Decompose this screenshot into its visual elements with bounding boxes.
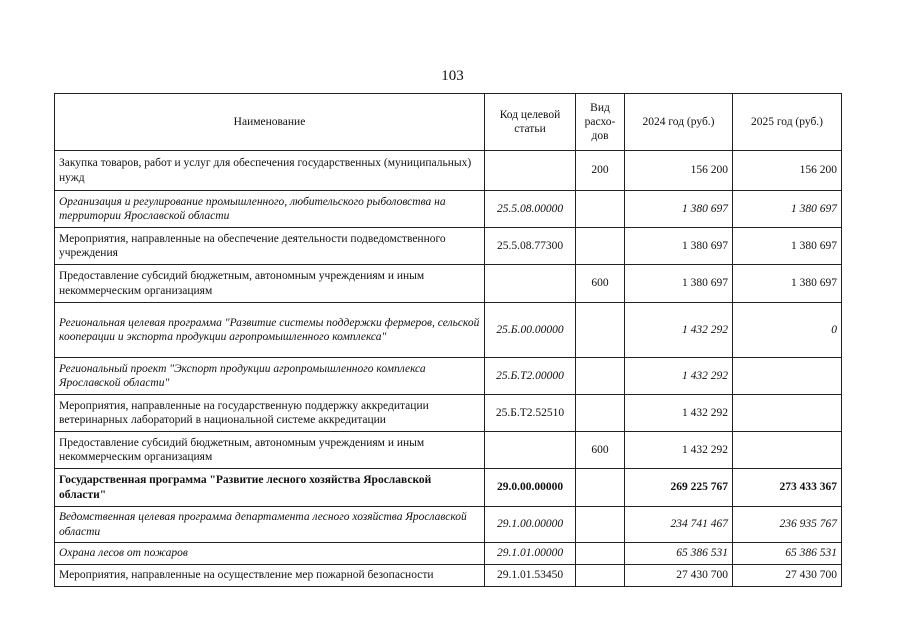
row-amount-2024: 1 380 697: [625, 265, 733, 303]
table-row: [55, 543, 842, 565]
row-expense-type: 600: [576, 432, 625, 469]
row-expense-type: 600: [576, 265, 625, 303]
row-name: Предоставление субсидий бюджетным, автономным учреждениям и иным некоммерческим организациям: [55, 265, 485, 303]
row-amount-2025: 27 430 700: [733, 565, 842, 587]
row-code: 29.1.01.00000: [485, 543, 576, 565]
row-amount-2024: 156 200: [625, 151, 733, 191]
row-amount-2025: 1 380 697: [733, 191, 842, 228]
row-amount-2024: 234 741 467: [625, 507, 733, 543]
row-name: Мероприятия, направленные на обеспечение деятельности подведомственного учреждения: [55, 228, 485, 265]
row-amount-2025: 65 386 531: [733, 543, 842, 565]
row-code: 29.1.01.53450: [485, 565, 576, 587]
row-amount-2024: 1 380 697: [625, 228, 733, 265]
header-code: Код целевой статьи: [485, 94, 576, 151]
row-name: Региональная целевая программа "Развитие системы поддержки фермеров, сельской кооперации и экспорта продукции агропромышленного комплекса": [55, 303, 485, 358]
row-name: Мероприятия, направленные на осуществление мер пожарной безопасности: [55, 565, 485, 587]
row-expense-type: [576, 543, 625, 565]
row-amount-2025: [733, 358, 842, 395]
table-row: [55, 395, 842, 432]
table-row: [55, 469, 842, 507]
row-amount-2024: 269 225 767: [625, 469, 733, 507]
row-name: Ведомственная целевая программа департамента лесного хозяйства Ярославской области: [55, 507, 485, 543]
row-name: Организация и регулирование промышленного, любительского рыболовства на территории Ярославской области: [55, 191, 485, 228]
row-code: 25.5.08.00000: [485, 191, 576, 228]
row-amount-2024: 1 432 292: [625, 303, 733, 358]
row-amount-2025: 1 380 697: [733, 265, 842, 303]
header-expense-type: Вид расхо-дов: [576, 94, 625, 151]
row-amount-2025: 156 200: [733, 151, 842, 191]
header-2025: 2025 год (руб.): [733, 94, 842, 151]
table-row: [55, 151, 842, 191]
row-amount-2025: 1 380 697: [733, 228, 842, 265]
row-amount-2025: [733, 432, 842, 469]
row-amount-2025: 236 935 767: [733, 507, 842, 543]
table-row: [55, 265, 842, 303]
table-row: [55, 507, 842, 543]
row-amount-2024: 1 380 697: [625, 191, 733, 228]
row-code: 25.5.08.77300: [485, 228, 576, 265]
table-header-row: [55, 94, 842, 151]
row-code: 25.Б.Т2.00000: [485, 358, 576, 395]
row-amount-2025: [733, 395, 842, 432]
row-code: 29.0.00.00000: [485, 469, 576, 507]
row-amount-2024: 1 432 292: [625, 395, 733, 432]
row-expense-type: [576, 507, 625, 543]
table-row: [55, 565, 842, 587]
row-expense-type: [576, 395, 625, 432]
row-code: [485, 432, 576, 469]
row-name: Охрана лесов от пожаров: [55, 543, 485, 565]
table-row: [55, 303, 842, 358]
row-expense-type: [576, 191, 625, 228]
budget-table: [54, 93, 842, 587]
row-expense-type: [576, 303, 625, 358]
table-body: [55, 151, 842, 587]
row-amount-2024: 65 386 531: [625, 543, 733, 565]
row-name: Региональный проект "Экспорт продукции агропромышленного комплекса Ярославской области": [55, 358, 485, 395]
row-amount-2024: 1 432 292: [625, 358, 733, 395]
row-name: Закупка товаров, работ и услуг для обеспечения государственных (муниципальных) нужд: [55, 151, 485, 191]
row-expense-type: [576, 565, 625, 587]
table-row: [55, 432, 842, 469]
row-expense-type: 200: [576, 151, 625, 191]
row-expense-type: [576, 228, 625, 265]
row-code: 29.1.00.00000: [485, 507, 576, 543]
table-row: [55, 358, 842, 395]
header-2024: 2024 год (руб.): [625, 94, 733, 151]
row-name: Предоставление субсидий бюджетным, автономным учреждениям и иным некоммерческим организациям: [55, 432, 485, 469]
table-row: [55, 191, 842, 228]
header-name: Наименование: [55, 94, 485, 151]
row-expense-type: [576, 358, 625, 395]
row-name: Мероприятия, направленные на государственную поддержку аккредитации ветеринарных лабораторий в национальной системе аккредитации: [55, 395, 485, 432]
row-amount-2024: 1 432 292: [625, 432, 733, 469]
row-amount-2024: 27 430 700: [625, 565, 733, 587]
row-code: 25.Б.00.00000: [485, 303, 576, 358]
row-code: [485, 151, 576, 191]
row-expense-type: [576, 469, 625, 507]
row-code: [485, 265, 576, 303]
row-name: Государственная программа "Развитие лесного хозяйства Ярославской области": [55, 469, 485, 507]
row-amount-2025: 273 433 367: [733, 469, 842, 507]
table-row: [55, 228, 842, 265]
row-code: 25.Б.Т2.52510: [485, 395, 576, 432]
page-number: 103: [441, 68, 464, 84]
row-amount-2025: 0: [733, 303, 842, 358]
